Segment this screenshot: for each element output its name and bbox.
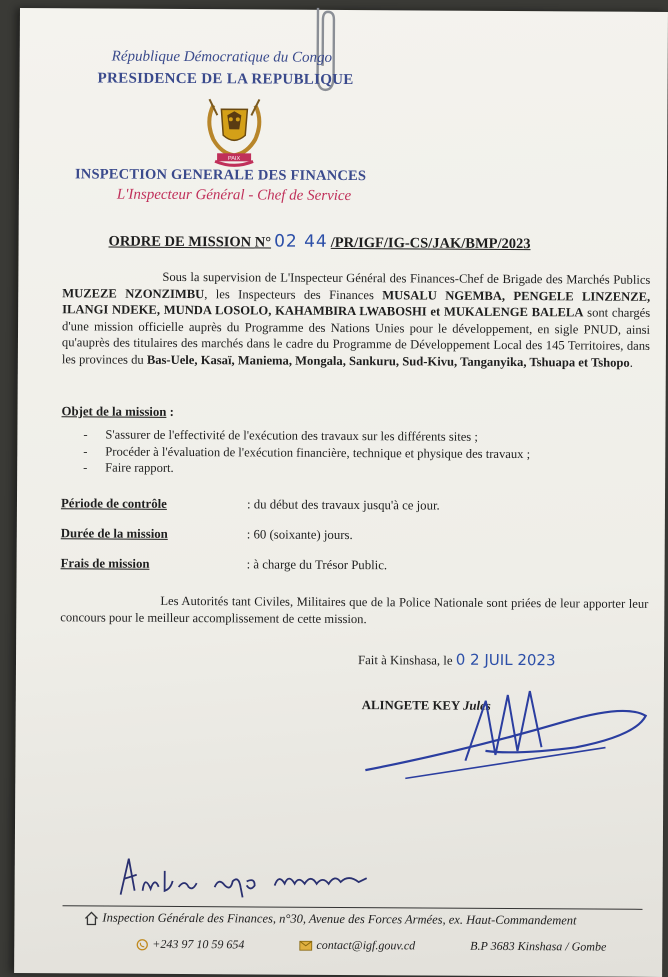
presidency-heading: PRESIDENCE DE LA REPUBLIQUE: [97, 70, 354, 89]
phone-text: +243 97 10 59 654: [152, 936, 245, 952]
detail-value: : du début des travaux jusqu'à ce jour.: [246, 497, 440, 513]
signatory-surname: ALINGETE KEY: [361, 698, 460, 713]
signature-icon: [345, 650, 668, 802]
address-text: Inspection Générale des Finances, n°30, Avenue des Forces Armées, ex. Haut-Commandement: [102, 910, 577, 928]
inspector-names: MUSALU NGEMBA, PENGELE LINZENZE, ILANGI NDEKE, MUNDA LOSOLO, KAHAMBIRA LWABOSHI et MUKALENGE BALELA: [62, 287, 651, 320]
detail-label: Durée de la mission: [60, 526, 168, 541]
footer-address: [84, 910, 576, 928]
detail-value: : 60 (soixante) jours.: [246, 527, 353, 543]
authorities-paragraph: Les Autorités tant Civiles, Militaires que de la Police Nationale sont priées de leur apporter leur concours pour le meilleur accomplissement de cette mission.: [60, 593, 649, 626]
mission-number: 02 44: [274, 231, 328, 252]
title-reference: /PR/IGF/IG-CS/JAK/BMP/2023: [330, 234, 531, 253]
p1-text: , les Inspecteurs des Finances: [204, 286, 383, 302]
footer-divider: [63, 905, 643, 910]
document-page: [14, 8, 668, 977]
object-colon: :: [166, 404, 174, 419]
emblem-motto: PAIX: [227, 155, 241, 162]
mission-object-heading: [61, 404, 173, 420]
list-item: - Faire rapport.: [83, 460, 530, 479]
republic-heading: République Démocratique du Congo: [111, 48, 333, 66]
po-box-text: B.P 3683 Kinshasa / Gombe: [470, 938, 607, 954]
province-list: Bas-Uele, Kasaï, Maniema, Mongala, Sankuru, Sud-Kivu, Tanganyika, Tshuapa et Tshopo: [146, 352, 630, 370]
chief-inspector-name: MUZEZE NZONZIMBU: [62, 285, 205, 301]
object-label: Objet de la mission: [61, 404, 167, 419]
date-stamp: 0 2 JUIL 2023: [455, 650, 556, 670]
inspection-heading: INSPECTION GENERALE DES FINANCES: [74, 166, 367, 185]
house-icon: [84, 912, 98, 926]
coat-of-arms-icon: [199, 95, 269, 169]
place-label: Fait à Kinshasa, le: [357, 653, 453, 668]
footer-email: [299, 938, 441, 953]
detail-label: Période de contrôle: [60, 496, 167, 511]
mission-paragraph: [62, 268, 651, 371]
list-item: - Procéder à l'évaluation de l'exécution financière, technique et physique des travaux ;: [83, 443, 530, 462]
task-list: [83, 426, 530, 479]
p1-text: Sous la supervision de L'Inspecteur Général des Finances-Chef de Brigade des Marchés Publics: [162, 269, 651, 287]
email-text: contact@igf.gouv.cd: [316, 937, 416, 953]
footer-contact: [136, 937, 632, 955]
signatory-given-name: Jules: [462, 698, 491, 713]
email-icon: [299, 941, 312, 951]
title-label: ORDRE DE MISSION N°: [108, 233, 272, 251]
page-title: [109, 231, 531, 254]
inspector-role: L'Inspecteur Général - Chef de Service: [116, 186, 352, 205]
p1-text: sont chargés d'une mission officielle auprès du Programme des Nations Unies pour le développement, en sigle PNUD, ainsi qu'auprès des titulaires des marchés dans le cadre du Programme de Développement Local des 145 Territoires, dans les provinces du: [61, 305, 651, 367]
detail-label: Frais de mission: [60, 556, 150, 571]
detail-value: : à charge du Trésor Public.: [246, 557, 388, 573]
list-item: - S'assurer de l'effectivité de l'exécution des travaux sur les différents sites ;: [83, 426, 530, 445]
handwritten-note-icon: [115, 851, 375, 903]
footer-phone: [136, 937, 270, 952]
phone-icon: [136, 939, 148, 951]
p1-text: .: [629, 355, 633, 370]
